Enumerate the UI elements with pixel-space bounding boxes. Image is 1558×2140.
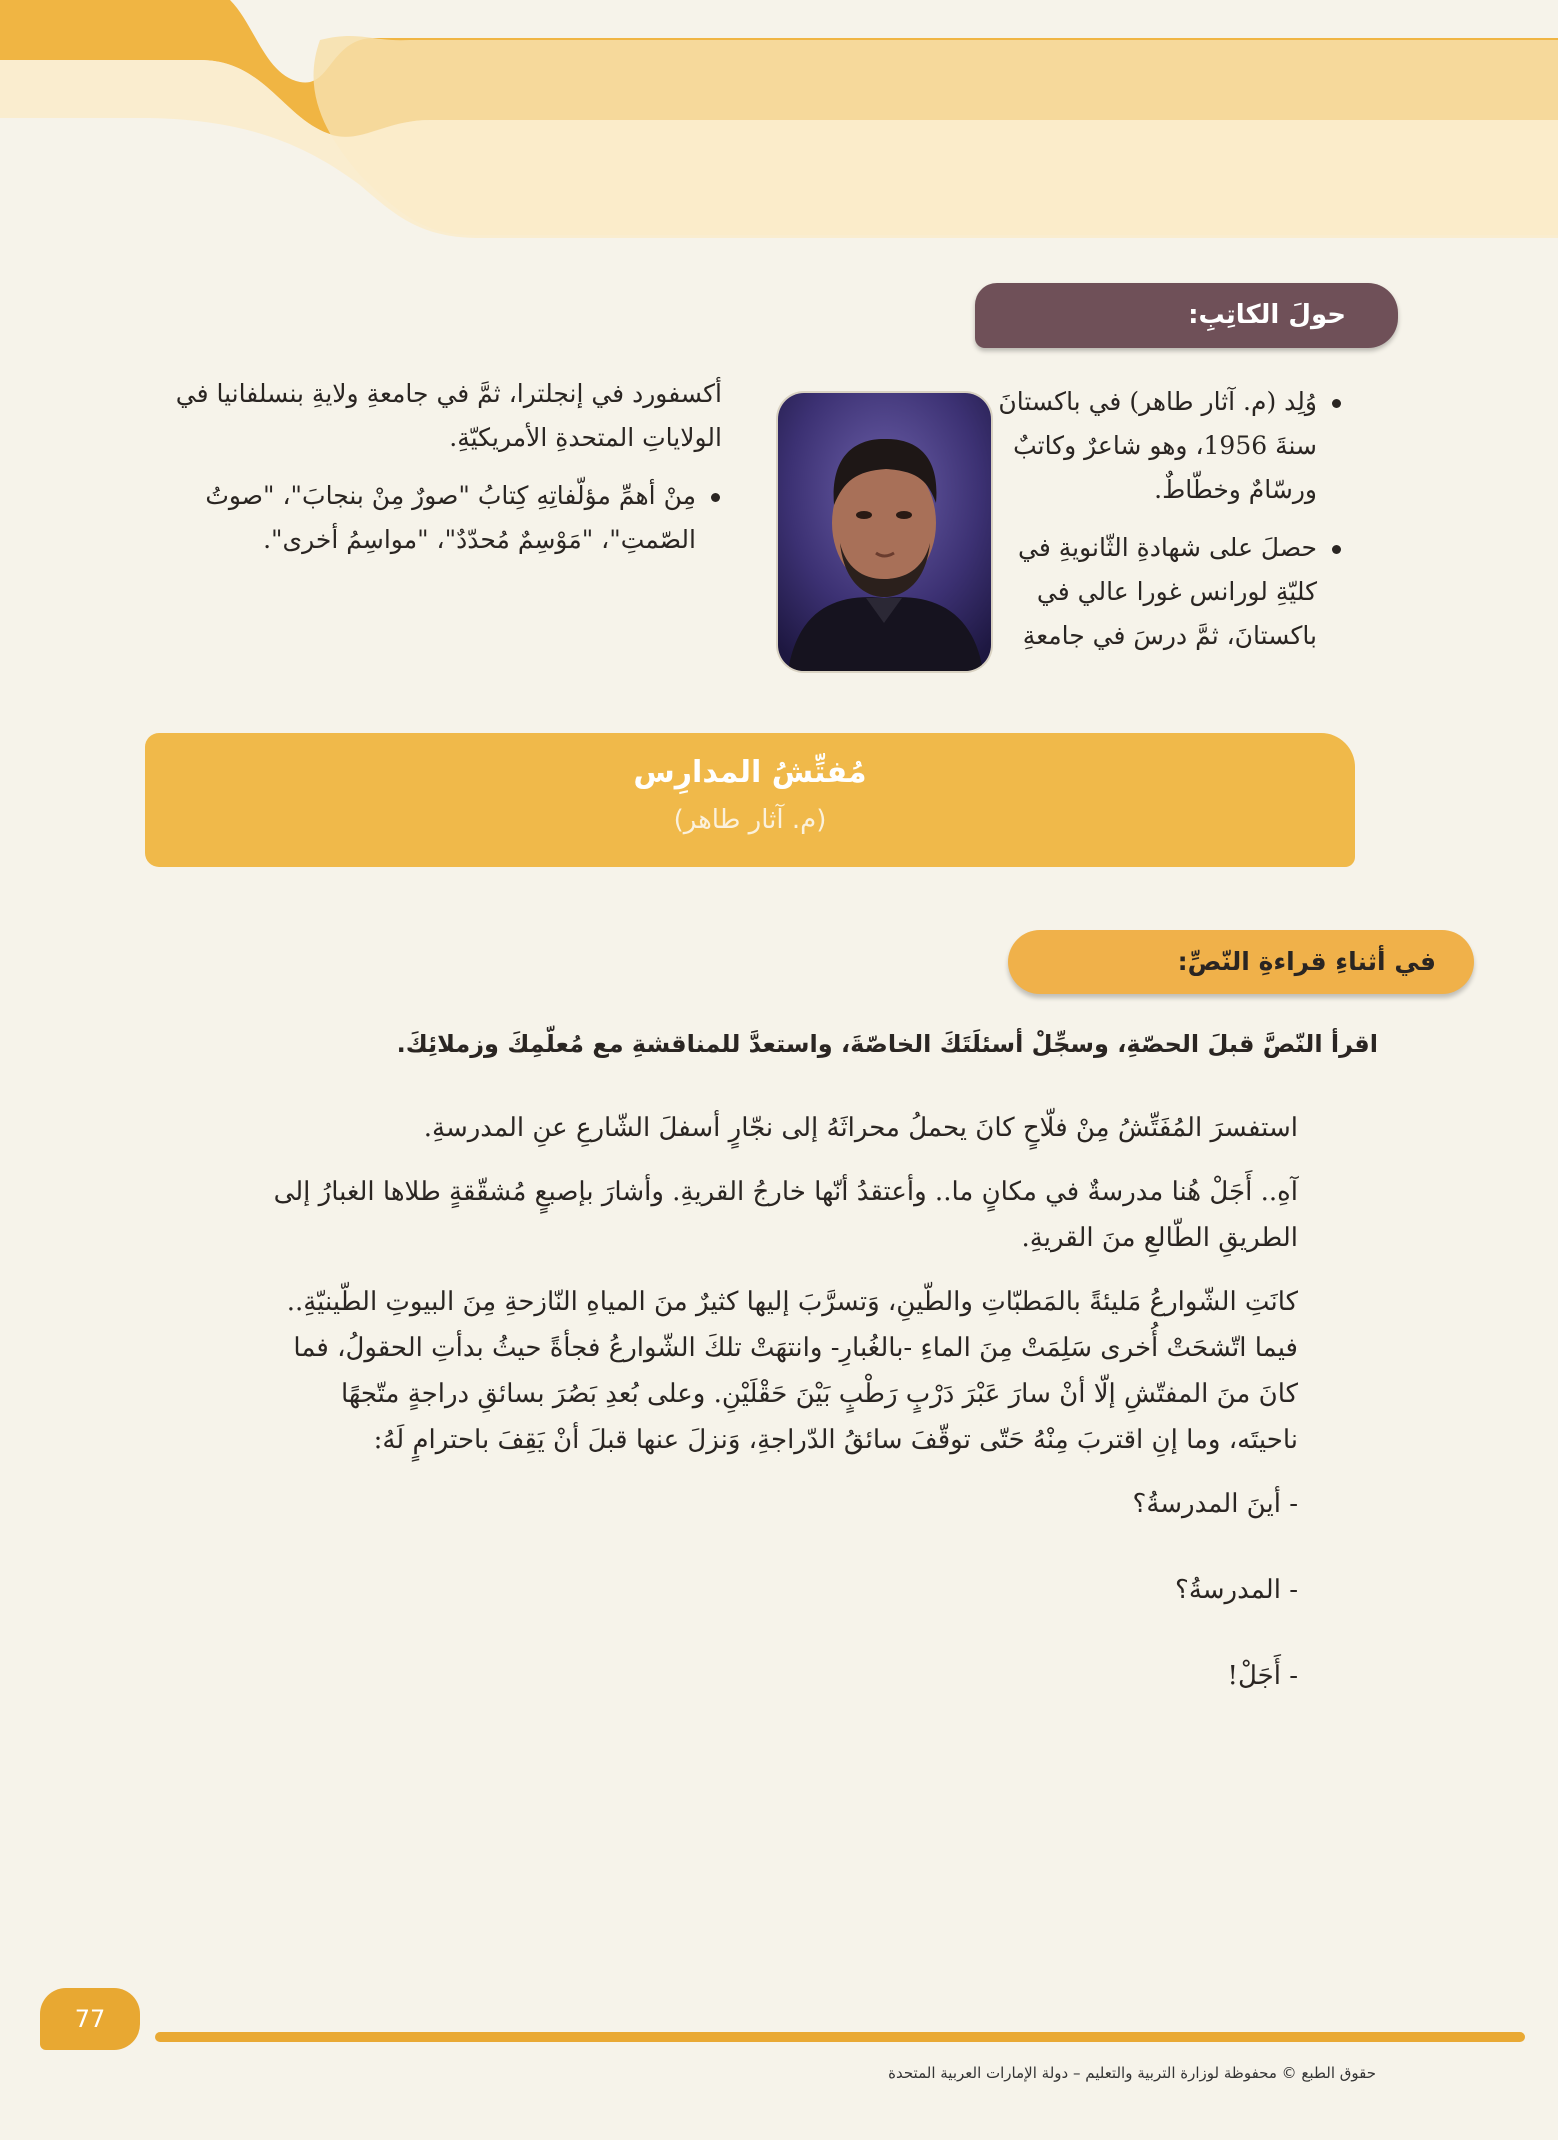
page-number: 77 xyxy=(40,1988,140,2050)
dialog-line-2: - المدرسةُ؟ xyxy=(1175,1575,1298,1605)
story-title-banner xyxy=(145,733,1355,867)
reading-section-heading: في أثناءِ قراءةِ النّصِّ: xyxy=(1008,930,1474,994)
author-bio-bullet-1: وُلِد (م. آثار طاهر) في باكستانَ سنةَ 1956، وهو شاعرٌ وكاتبٌ ورسّامٌ وخطّاطٌ. xyxy=(998,380,1343,512)
author-bio-left-column xyxy=(140,372,722,576)
story-author: (م. آثار طاهر) xyxy=(673,805,827,835)
author-portrait-icon xyxy=(778,393,991,671)
story-paragraph-2: آهِ.. أَجَلْ هُنا مدرسةٌ في مكانٍ ما.. وأعتقدُ أنّها خارجُ القريةِ. وأشارَ بإصبعٍ مُشقّقةٍ طلاها الغبارُ إلى الطريقِ الطّالعِ منَ القريةِ. xyxy=(273,1177,1298,1253)
dialog-line-1: - أينَ المدرسةُ؟ xyxy=(1132,1489,1298,1519)
author-bio-bullet-3: مِنْ أهمِّ مؤلّفاتِهِ كِتابُ "صورٌ مِنْ بنجابَ"، "صوتُ الصّمتِ"، "مَوْسِمٌ مُحدّدٌ"، "مواسِمُ أخرى". xyxy=(140,474,722,562)
footer-divider xyxy=(155,2032,1525,2042)
decorative-header-band xyxy=(0,0,1558,260)
story-title: مُفتِّشُ المدارِس xyxy=(633,755,867,790)
dialog-line-3: - أَجَلْ! xyxy=(1227,1661,1298,1691)
author-section-heading: حولَ الكاتِبِ: xyxy=(975,283,1398,348)
story-body xyxy=(268,1105,1298,1739)
reading-instruction: اقرأ النّصَّ قبلَ الحصّةِ، وسجِّلْ أسئلَتَكَ الخاصّةَ، واستعدَّ للمناقشةِ مع مُعلّمِكَ وزملائِكَ. xyxy=(396,1030,1378,1058)
author-portrait xyxy=(778,393,991,671)
author-bio-bullet-2: حصلَ على شهادةِ الثّانويةِ في كليّةِ لورانس غورا عالي في باكستانَ، ثمَّ درسَ في جامعةِ xyxy=(998,526,1343,658)
author-bio-right-column xyxy=(998,380,1343,672)
story-paragraph-3: كانَتِ الشّوارعُ مَليئةً بالمَطبّاتِ والطّينِ، وَتسرَّبَ إليها كثيرٌ منَ المياهِ النّازحةِ مِنَ البيوتِ الطّينيّةِ.. فيما اتّشحَتْ أُخرى سَلِمَتْ مِنَ الماءِ -بالغُبارِ- وانتهَتْ تلكَ الشّوارعُ فجأةً حيثُ بدأتِ الحقولُ، فما كانَ منَ المفتّشِ إلّا أنْ سارَ عَبْرَ دَرْبٍ رَطْبٍ بَيْنَ حَقْلَيْنِ. وعلى بُعدِ بَصُرَ بسائقِ دراجةٍ متّجهًا ناحيتَه، وما إنِ اقتربَ مِنْهُ حَتّى توقّفَ سائقُ الدّراجةِ، وَنزلَ عنها قبلَ أنْ يَقِفَ باحترامٍ لَهُ: xyxy=(286,1287,1298,1455)
story-paragraph-1: استفسرَ المُفَتِّشُ مِنْ فلّاحٍ كانَ يحملُ محراثَهُ إلى نجّارٍ أسفلَ الشّارعِ عنِ المدرسةِ. xyxy=(423,1113,1298,1143)
copyright-notice: حقوق الطبع © محفوظة لوزارة التربية والتعليم – دولة الإمارات العربية المتحدة xyxy=(888,2064,1376,2082)
author-bio-continuation: أكسفورد في إنجلترا، ثمَّ في جامعةِ ولايةِ بنسلفانيا في الولاياتِ المتحدةِ الأمريكيّةِ. xyxy=(175,379,722,452)
